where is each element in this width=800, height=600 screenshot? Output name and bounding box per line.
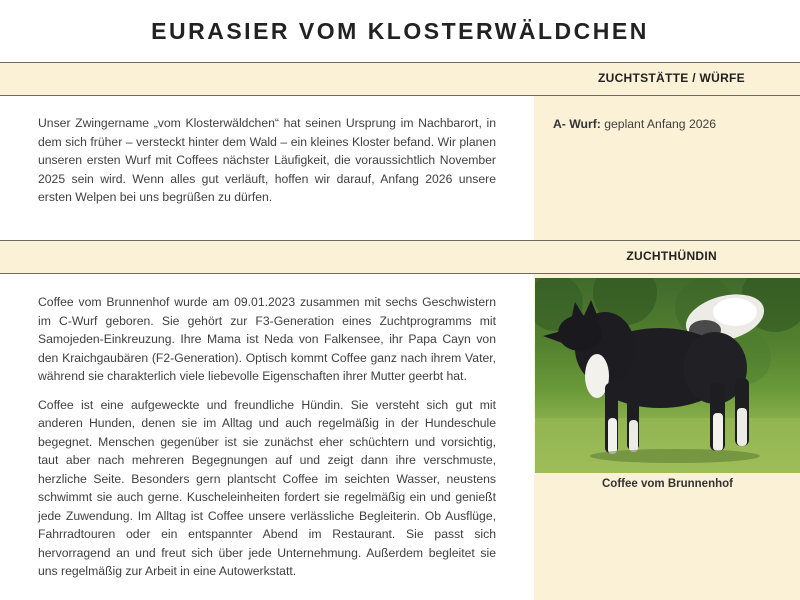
dam-description (38, 293, 496, 591)
litter-info (553, 117, 716, 131)
litter-text: geplant Anfang 2026 (604, 117, 717, 131)
photo-caption: Coffee vom Brunnenhof (602, 478, 733, 490)
dog-photo (535, 278, 800, 473)
dam-paragraph-1: Coffee vom Brunnenhof wurde am 09.01.2023 zusammen mit sechs Geschwistern im C-Wurf geboren. Sie gehört zur F3-Generation eines Zuchtprogramms mit Samojeden-Einkreuzung. Ihre Mama ist Neda von Falkensee, ihr Papa Cayn von den Kraichgaubären (F2-Generation). Optisch kommt Coffee ganz nach ihrem Vater, während sie charakterlich viele liebevolle Eigenschaften ihrer Mutter geerbt hat. (38, 295, 496, 383)
section-bar-breeding (0, 62, 800, 96)
litter-label: A- Wurf: (553, 117, 601, 131)
site-header (0, 0, 800, 62)
section-heading-breeding: ZUCHTSTÄTTE / WÜRFE (597, 71, 745, 85)
dog-illustration (535, 278, 800, 473)
dam-paragraph-2: Coffee ist eine aufgeweckte und freundliche Hündin. Sie versteht sich gut mit anderen Hunden, denen sie im Alltag und auch regelmäßig in der Hundeschule begegnet. Menschen gegenüber ist sie zunächst eher schüchtern und vorsichtig, taut aber nach mehreren Begegnungen auf und zeigt dann ihre verschmuste, herzliche Seite. Besonders gern plantscht Coffee im seichten Wasser, neustens schwimmt sie auch gerne. Kuscheleinheiten fordert sie regelmäßig ein und genießt jede Zuwendung. Im Alltag ist Coffee unsere verlässliche Begleiterin. Ob Ausflüge, Fahrradtouren oder ein entspannter Abend im Restaurant. Sie passt sich hervorragend an und freut sich über jede Unternehmung. Außerdem begleitet sie uns regelmäßig zur Arbeit in eine Autowerkstatt. (38, 397, 496, 578)
section-bar-dam (0, 240, 800, 274)
breeding-intro-text (38, 114, 496, 217)
site-title: EURASIER VOM KLOSTERWÄLDCHEN (151, 17, 649, 44)
section-heading-dam: ZUCHTHÜNDIN (626, 249, 717, 263)
breeding-intro-paragraph: Unser Zwingername „vom Klosterwäldchen“ hat seinen Ursprung im Nachbarort, in dem sich früher – versteckt hinter dem Wald – ein kleines Kloster befand. Wir planen unseren ersten Wurf mit Coffees nächster Läufigkeit, die voraussichtlich November 2025 sein wird. Wenn alles gut verläuft, hoffen wir darauf, Anfang 2026 unsere ersten Welpen bei uns begrüßen zu dürfen. (38, 116, 496, 204)
